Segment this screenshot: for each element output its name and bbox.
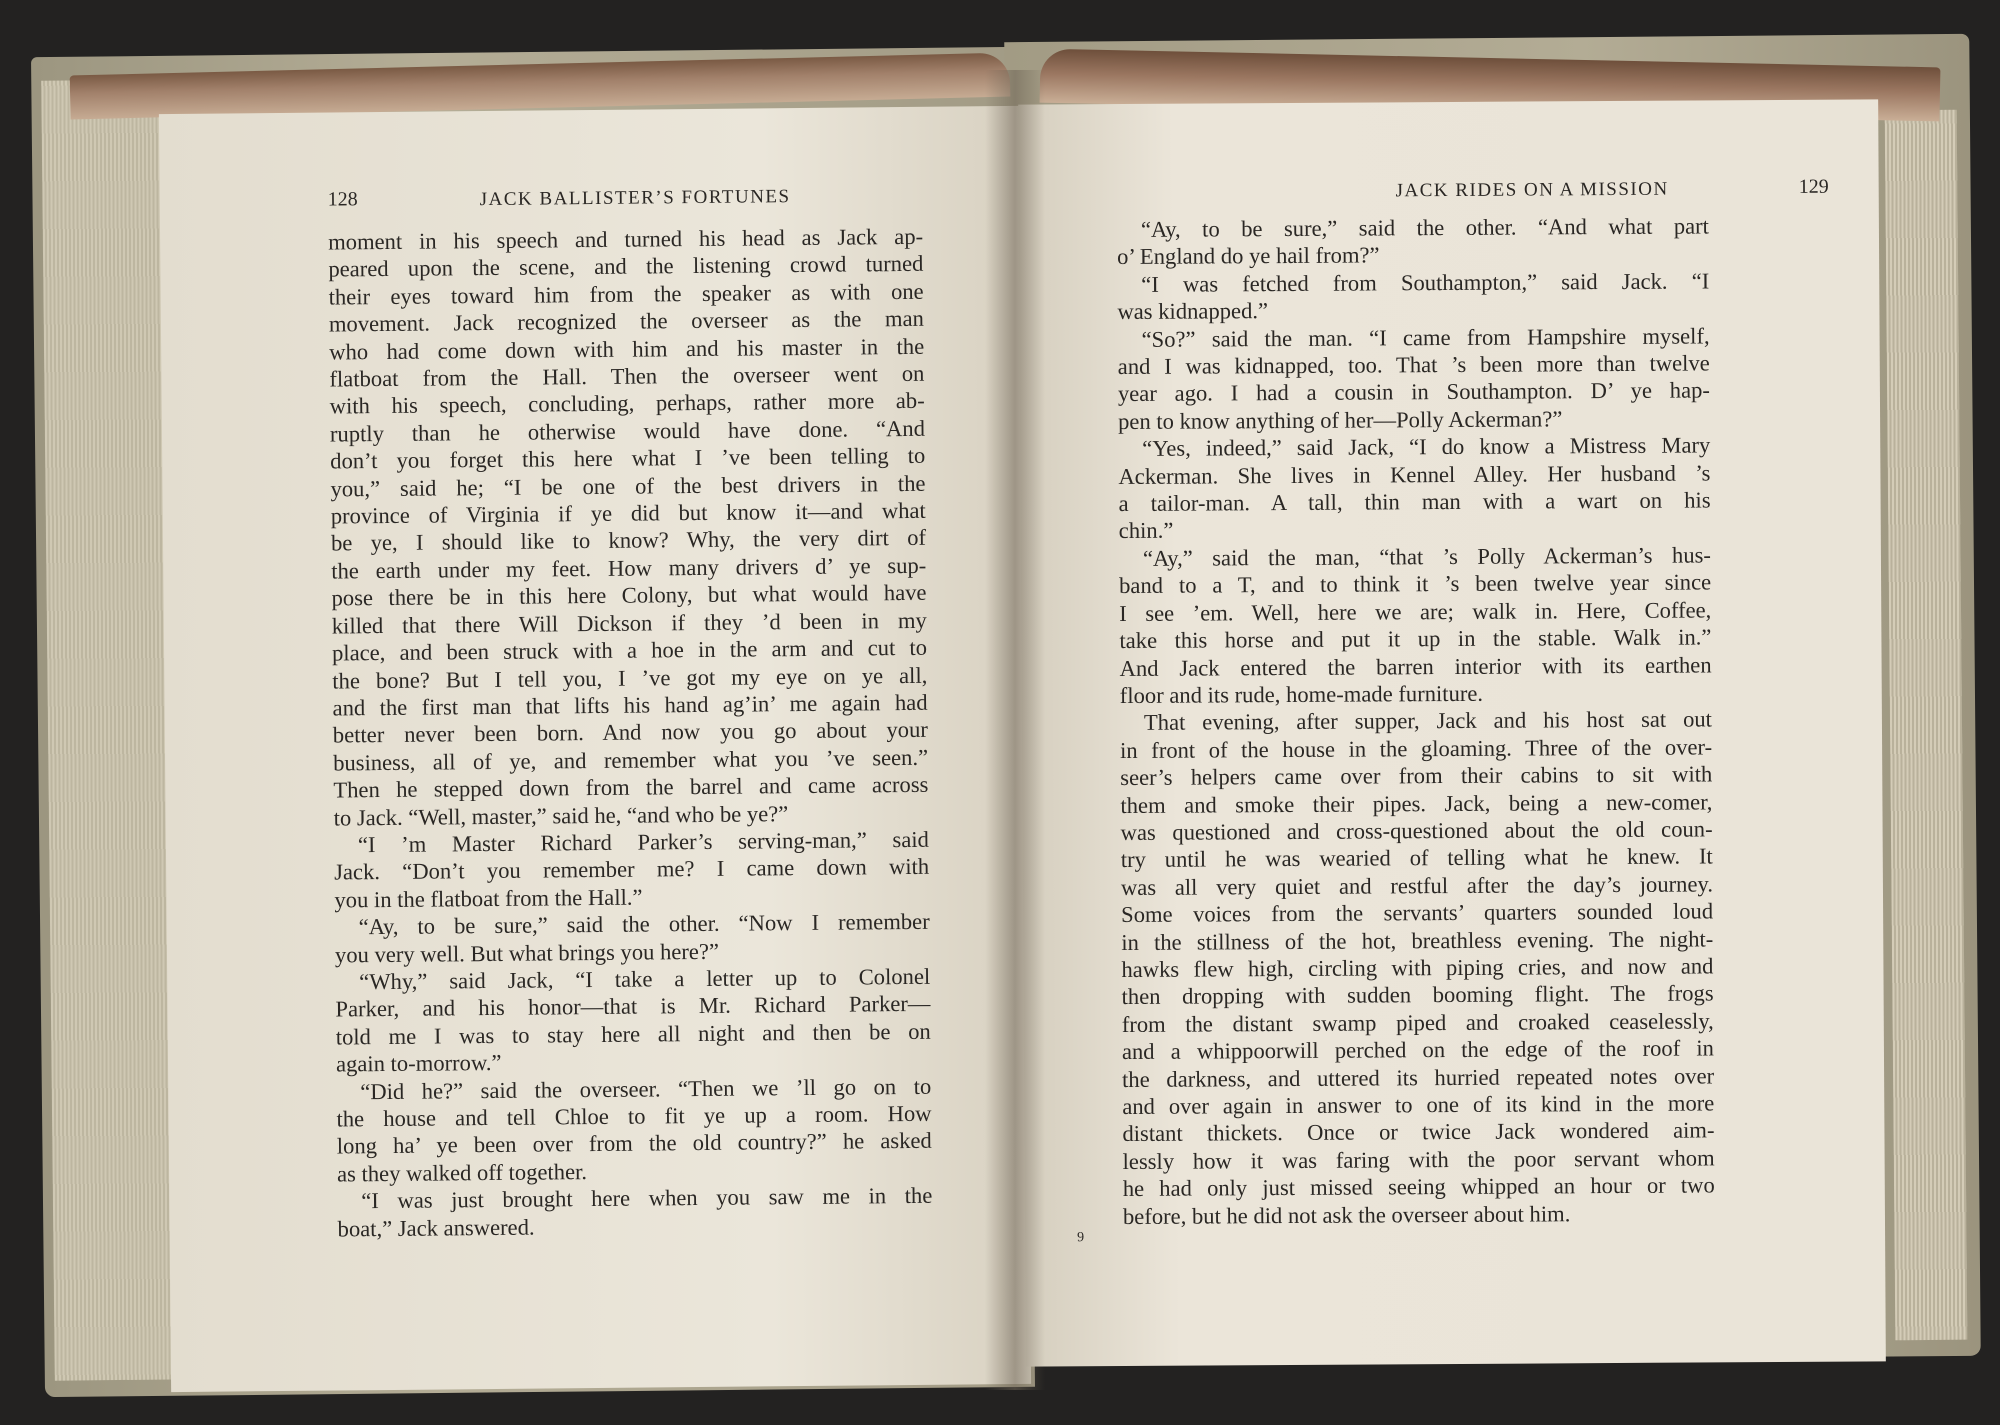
text-line: “Why,” said Jack, “I take a letter up to Colonel (359, 963, 931, 995)
left-page-number: 128 (327, 188, 358, 211)
text-line: you very well. But what brings you here?” (334, 938, 720, 968)
text-line: and I was kidnapped, too. That ’s been more than twelve (1117, 350, 1710, 380)
text-line: the earth under my feet. How many drivers d’ ye sup- (331, 552, 927, 584)
text-line: “I was just brought here when you saw me in the (361, 1183, 933, 1214)
text-line: boat,” Jack answered. (337, 1214, 535, 1242)
text-line: o’ England do ye hail from?” (1117, 242, 1380, 270)
text-line: Parker, and his honor—that is Mr. Richard Parker— (335, 991, 931, 1022)
text-line: moment in his speech and turned his head as Jack ap- (328, 223, 924, 255)
right-page-text (1117, 212, 1715, 1230)
text-line: And Jack entered the barren interior with its earthen (1119, 651, 1712, 681)
text-line: “So?” said the man. “I came from Hampshire myself, (1141, 323, 1710, 352)
text-line: was kidnapped.” (1117, 298, 1269, 325)
text-line: flatboat from the Hall. Then the overseer went on (329, 360, 925, 392)
text-line: “Did he?” said the overseer. “Then we ’ll go on to (360, 1073, 932, 1104)
text-line: you,” said he; “I be one of the best drivers in the (330, 470, 926, 502)
text-line: Ackerman. She lives in Kennel Alley. Her husband ’s (1118, 460, 1711, 489)
text-line: the bone? But I tell you, I ’ve got my eye on ye all, (332, 662, 928, 694)
text-line: a tailor-man. A tall, thin man with a wart on his (1118, 487, 1711, 517)
text-line: “I was fetched from Southampton,” said Jack. “I (1141, 268, 1710, 297)
text-line: hawks flew high, circling with piping cries, and now and (1121, 953, 1714, 982)
text-line: was all very quiet and restful after the day’s journey. (1120, 871, 1714, 900)
left-page (159, 106, 1031, 1392)
left-running-title: JACK BALLISTER’S FORTUNES (479, 186, 791, 211)
text-line: their eyes toward him from the speaker as with one (328, 278, 924, 310)
text-line: take this horse and put it up in the stable. Walk in.” (1119, 624, 1712, 654)
text-line: Jack. “Don’t you remember me? I came down with (334, 854, 930, 885)
text-line: “Ay, to be sure,” said the other. “Now I remember (358, 908, 930, 940)
page-stack-right (1885, 110, 1968, 1341)
text-line: long ha’ ye been over from the old country?” he asked (336, 1128, 932, 1159)
right-running-title: JACK RIDES ON A MISSION (1395, 178, 1669, 202)
text-line: business, all of ye, and remember what you ’ve seen.” (332, 744, 929, 776)
spine-gutter (985, 70, 1045, 1390)
text-line: with his speech, concluding, perhaps, rather more ab- (329, 388, 925, 419)
text-line: and the first man that lifts his hand ag’in’ me again had (332, 689, 928, 721)
text-line: was questioned and cross-questioned about the old coun- (1120, 816, 1713, 845)
text-line: better never been born. And now you go about your (332, 717, 928, 748)
text-line: movement. Jack recognized the overseer as the man (328, 306, 925, 337)
signature-mark: 9 (1077, 1230, 1085, 1246)
text-line: province of Virginia if ye did but know it—and what (330, 497, 926, 529)
text-line: “I ’m Master Richard Parker’s serving-man,” said (357, 826, 930, 858)
text-line: as they walked off together. (336, 1158, 588, 1187)
text-line: and a whippoorwill perched on the edge of the roof in (1121, 1035, 1715, 1065)
text-line: in front of the house in the gloaming. Three of the over- (1120, 734, 1713, 763)
text-line: before, but he did not ask the overseer about him. (1122, 1200, 1571, 1229)
text-line: peared upon the scene, and the listening crowd turned (328, 251, 924, 282)
text-line: pen to know anything of her—Polly Ackerman?” (1118, 406, 1563, 434)
text-line: year ago. I had a cousin in Southampton. D’ ye hap- (1117, 377, 1710, 407)
text-line: try until he was wearied of telling what he knew. It (1120, 843, 1713, 873)
right-running-head (1019, 175, 1879, 210)
text-line: place, and been struck with a hoe in the arm and cut to (331, 634, 928, 666)
left-page-text (328, 223, 933, 1243)
text-line: Some voices from the servants’ quarters sounded loud (1121, 898, 1714, 928)
text-line: who had come down with him and his master in the (329, 333, 925, 365)
text-line: told me I was to stay here all night and then be on (335, 1018, 931, 1050)
right-page-number: 129 (1798, 175, 1829, 198)
text-line: then dropping with sudden booming flight. The frogs (1121, 980, 1714, 1010)
text-line: and over again in answer to one of its kind in the more (1122, 1090, 1715, 1120)
text-line: again to-morrow.” (335, 1050, 502, 1077)
text-line: be ye, I should like to know? Why, the very dirt of (330, 525, 927, 556)
right-page (1018, 99, 1886, 1366)
text-line: don’t you forget this here what I ’ve been telling to (330, 443, 926, 474)
text-line: I see ’em. Well, here we are; walk in. Here, Coffee, (1119, 597, 1712, 626)
text-line: floor and its rude, home-made furniture. (1119, 680, 1484, 708)
text-line: “Ay,” said the man, “that ’s Polly Ackerman’s hus- (1142, 542, 1711, 571)
text-line: lessly how it was faring with the poor servant whom (1122, 1145, 1715, 1174)
text-line: seer’s helpers came over from their cabins to sit with (1120, 761, 1713, 791)
text-line: pose there be in this here Colony, but what would have (331, 580, 927, 611)
text-line: band to a T, and to think it ’s been twelve year since (1119, 569, 1712, 599)
text-line: That evening, after supper, Jack and his host sat out (1143, 706, 1712, 736)
text-line: you in the flatboat from the Hall.” (334, 884, 643, 913)
text-line: he had only just missed seeing whipped an hour or two (1122, 1172, 1715, 1202)
text-line: “Ay, to be sure,” said the other. “And what part (1140, 213, 1709, 242)
text-line: chin.” (1118, 518, 1174, 544)
text-line: the darkness, and uttered its hurried repeated notes over (1122, 1062, 1715, 1092)
text-line: Then he stepped down from the barrel and came across (333, 771, 929, 803)
text-line: the house and tell Chloe to fit ye up a room. How (336, 1100, 932, 1132)
text-line: distant thickets. Once or twice Jack wondered aim- (1122, 1117, 1715, 1147)
left-running-head (160, 182, 1020, 220)
text-line: in the stillness of the hot, breathless evening. The night- (1121, 925, 1714, 955)
text-line: from the distant swamp piped and croaked ceaselessly, (1121, 1008, 1714, 1037)
text-line: “Yes, indeed,” said Jack, “I do know a Mistress Mary (1142, 432, 1711, 462)
text-line: them and smoke their pipes. Jack, being a new-comer, (1120, 788, 1713, 818)
text-line: to Jack. “Well, master,” said he, “and who be ye?” (333, 800, 789, 831)
text-line: ruptly than he otherwise would have done. “And (329, 415, 926, 447)
text-line: killed that there Will Dickson if they ’d been in my (331, 607, 927, 639)
